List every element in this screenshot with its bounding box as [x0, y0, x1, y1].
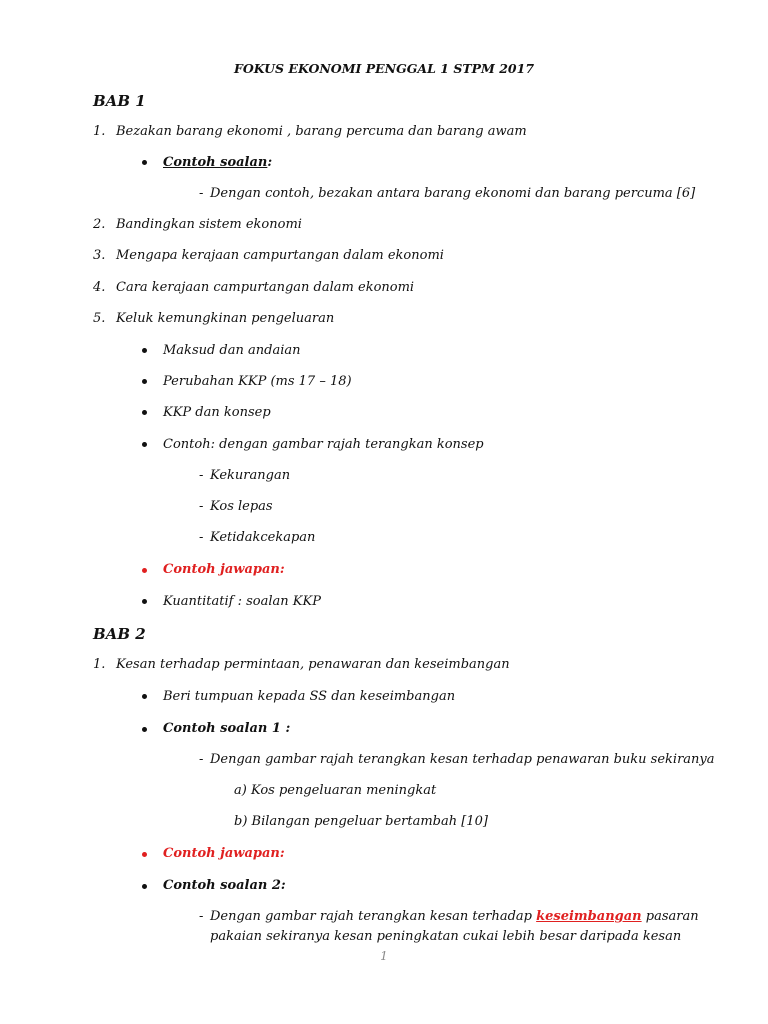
bab2-sub2-line2: pakaian sekiranya kesan peningkatan cukai lebih besar daripada kesan — [210, 929, 682, 944]
bab2-sub2-line1: Dengan gambar rajah terangkan kesan terhadap keseimbangan pasaran — [210, 909, 699, 924]
bab1-dash-kekurangan: Kekurangan — [210, 468, 291, 483]
bab1-item1-text: Bezakan barang ekonomi , barang percuma dan barang awam — [116, 124, 527, 139]
bab2-bullet-tumpuan: Beri tumpuan kepada SS dan keseimbangan — [163, 689, 456, 704]
bab1-bullet-perubahan: Perubahan KKP (ms 17 – 18) — [163, 374, 352, 389]
bab1-item5-number: 5. — [93, 311, 106, 326]
bab1-item2-number: 2. — [93, 217, 106, 232]
bab1-contoh-jawapan: Contoh jawapan: — [163, 562, 285, 577]
dash-marker: - — [199, 909, 204, 924]
bab2-item1-text: Kesan terhadap permintaan, penawaran dan keseimbangan — [116, 657, 510, 672]
dash-marker: - — [199, 752, 204, 767]
bullet-icon — [142, 852, 147, 857]
bab1-item4-text: Cara kerajaan campurtangan dalam ekonomi — [116, 280, 415, 295]
dash-marker: - — [199, 530, 204, 545]
dash-marker: - — [199, 499, 204, 514]
bullet-icon — [142, 599, 147, 604]
bab1-bullet-kuantitatif: Kuantitatif : soalan KKP — [163, 594, 321, 609]
bab1-heading: BAB 1 — [93, 92, 146, 110]
bab1-bullet-contoh: Contoh: dengan gambar rajah terangkan konsep — [163, 437, 484, 452]
bab2-option-b: b) Bilangan pengeluar bertambah [10] — [234, 814, 488, 829]
bab1-contoh-soalan: Contoh soalan: — [163, 155, 273, 170]
bab1-item2-text: Bandingkan sistem ekonomi — [116, 217, 302, 232]
bullet-icon — [142, 379, 147, 384]
bab1-item1-number: 1. — [93, 124, 106, 139]
dash-marker: - — [199, 468, 204, 483]
bab1-item4-number: 4. — [93, 280, 106, 295]
bullet-icon — [142, 348, 147, 353]
bab2-option-a: a) Kos pengeluaran meningkat — [234, 783, 437, 798]
keseimbangan-highlight: keseimbangan — [536, 909, 642, 924]
bab2-item1-number: 1. — [93, 657, 106, 672]
bab1-bullet-kkp-konsep: KKP dan konsep — [163, 405, 271, 420]
bab1-sub1-text: Dengan contoh, bezakan antara barang ekonomi dan barang percuma [6] — [210, 186, 696, 201]
bab2-heading: BAB 2 — [93, 625, 146, 643]
bab1-dash-ketidakcekapan: Ketidakcekapan — [210, 530, 316, 545]
bullet-icon — [142, 694, 147, 699]
bullet-icon — [142, 884, 147, 889]
bab2-contoh-soalan-2: Contoh soalan 2: — [163, 878, 286, 893]
bab1-item5-text: Keluk kemungkinan pengeluaran — [116, 311, 335, 326]
bab2-contoh-soalan-1: Contoh soalan 1 : — [163, 721, 291, 736]
bab2-sub1-text: Dengan gambar rajah terangkan kesan terhadap penawaran buku sekiranya — [210, 752, 715, 767]
bullet-icon — [142, 727, 147, 732]
bullet-icon — [142, 568, 147, 573]
bab1-dash-kos-lepas: Kos lepas — [210, 499, 273, 514]
bullet-icon — [142, 410, 147, 415]
dash-marker: - — [199, 186, 204, 201]
document-title: FOKUS EKONOMI PENGGAL 1 STPM 2017 — [233, 61, 535, 76]
bab2-contoh-jawapan: Contoh jawapan: — [163, 846, 285, 861]
bullet-icon — [142, 442, 147, 447]
page-number: 1 — [380, 949, 388, 963]
bab1-item3-number: 3. — [93, 248, 106, 263]
bab1-bullet-maksud: Maksud dan andaian — [163, 343, 301, 358]
bullet-icon — [142, 160, 147, 165]
bab1-item3-text: Mengapa kerajaan campurtangan dalam ekonomi — [116, 248, 444, 263]
